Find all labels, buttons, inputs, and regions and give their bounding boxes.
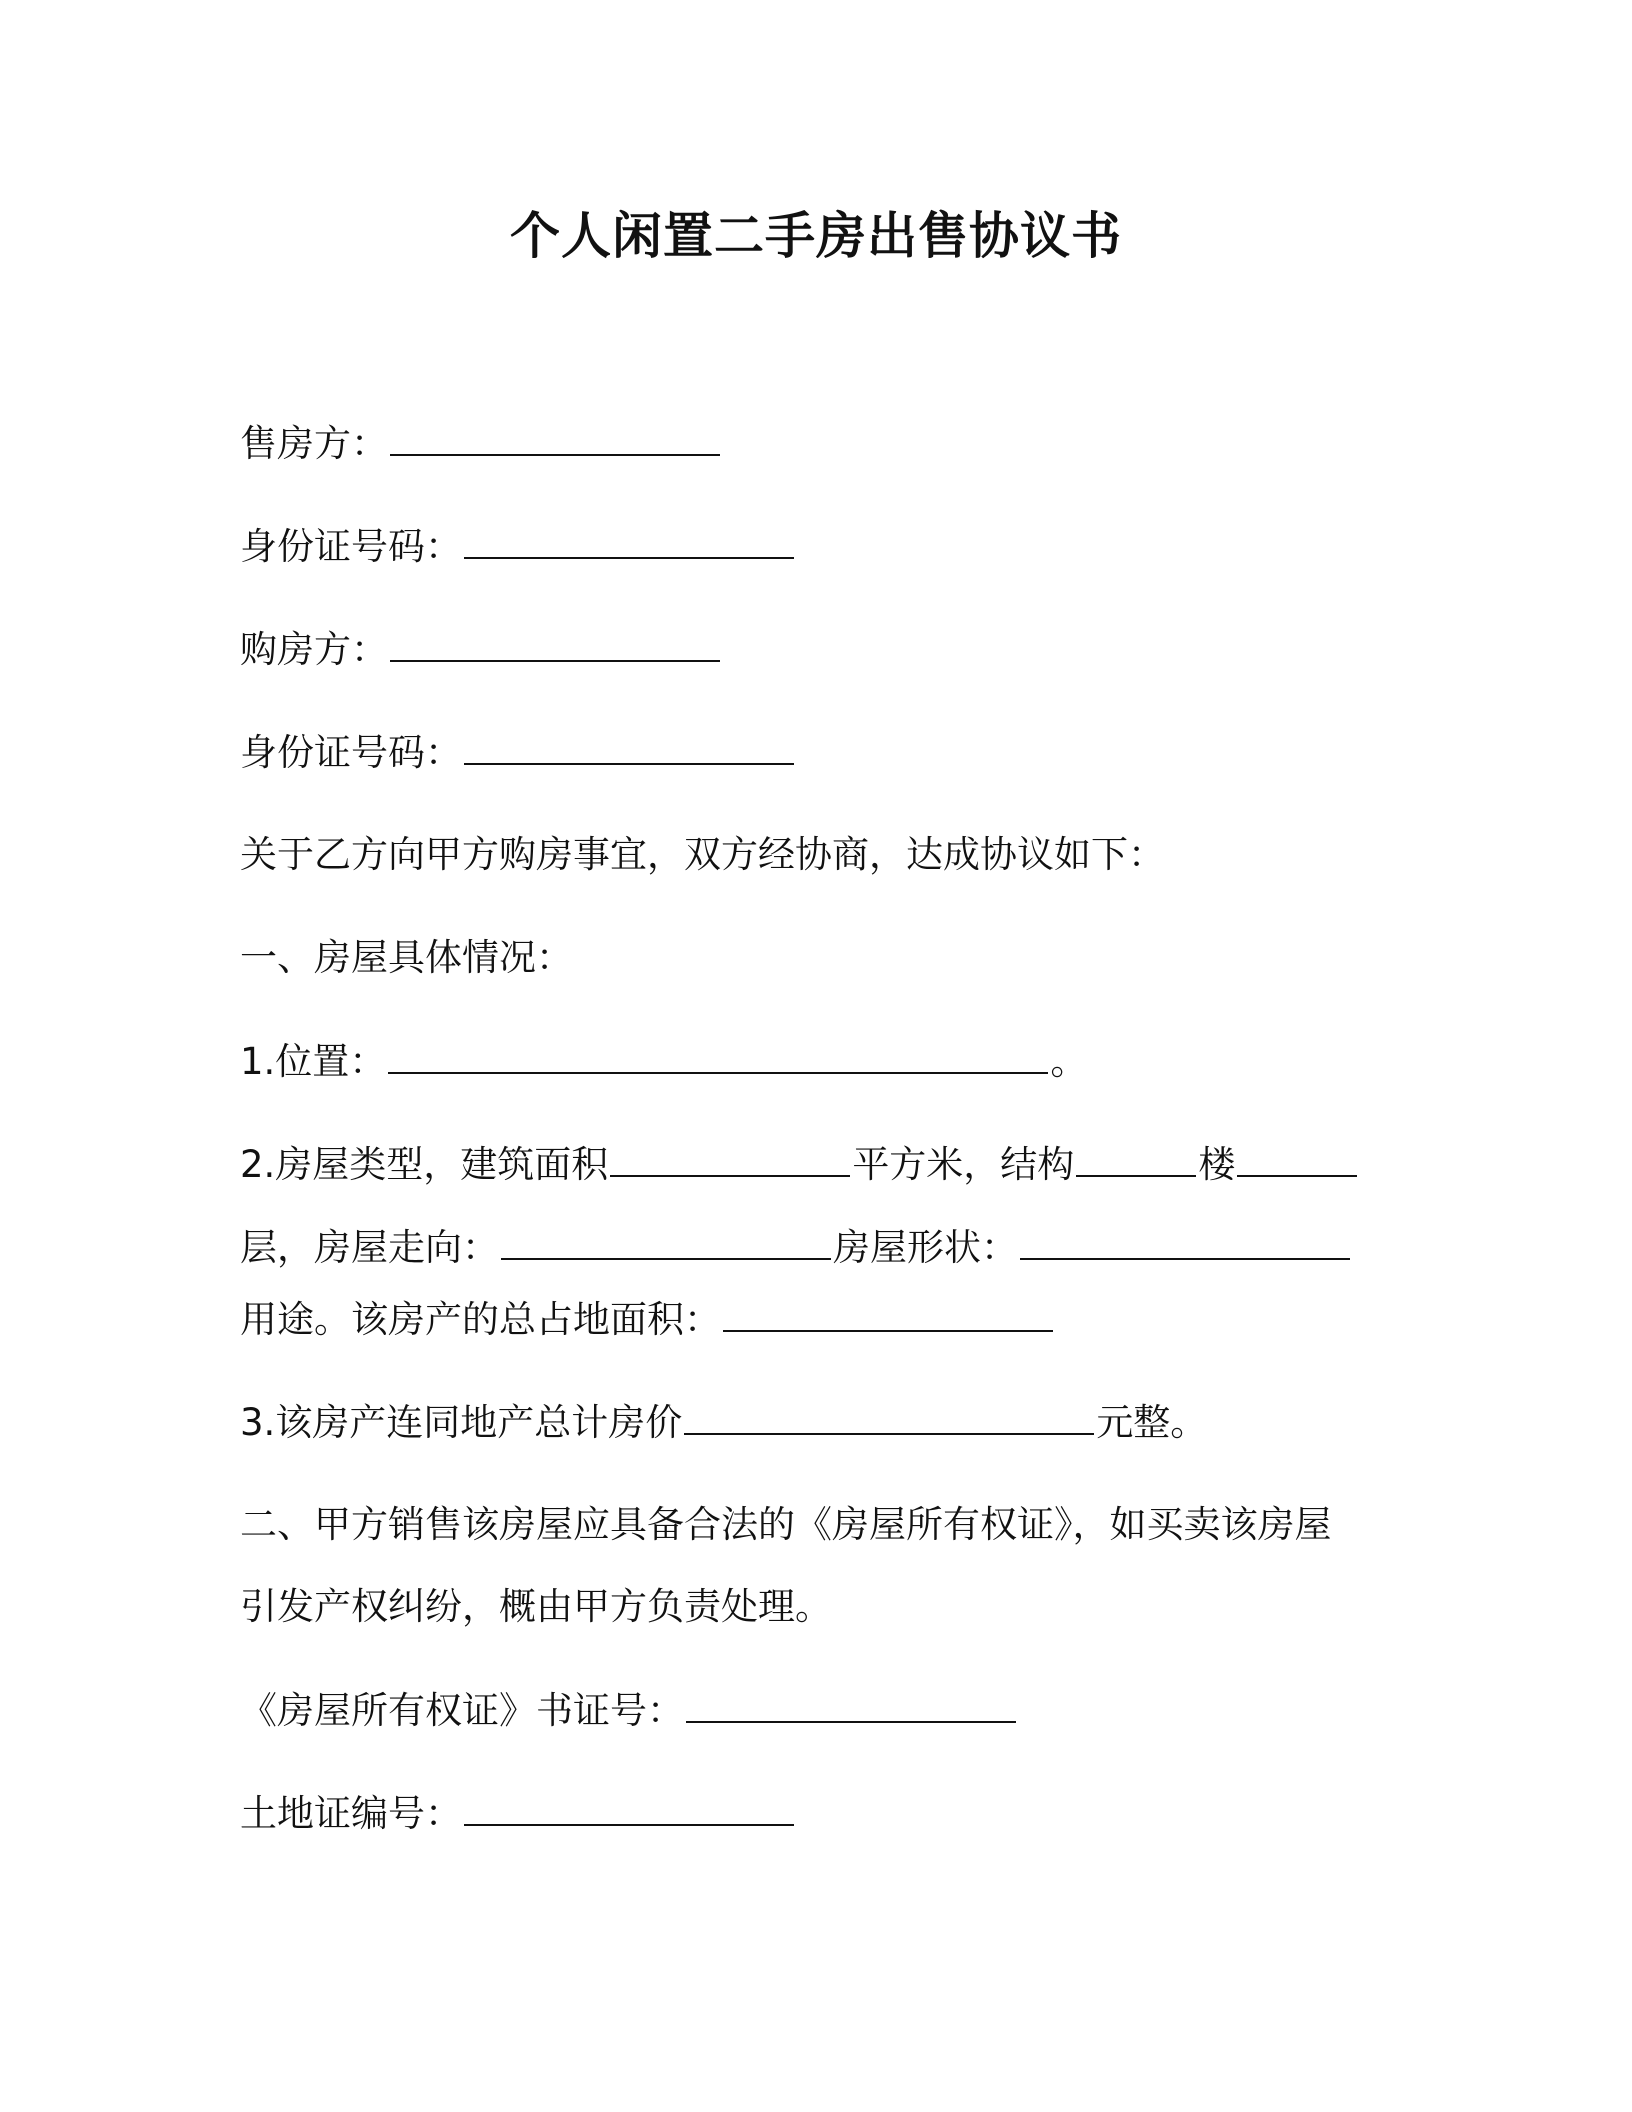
- item2-line3: [240, 1294, 1055, 1345]
- item2-label: 2.房屋类型，建筑面积: [240, 1143, 609, 1186]
- item2-line1: [240, 1139, 1359, 1190]
- item1-location-line: [240, 1036, 1087, 1087]
- land-cert-blank[interactable]: [464, 1788, 794, 1826]
- structure-blank[interactable]: [1076, 1139, 1196, 1177]
- seller-id-line: [240, 521, 796, 572]
- land-cert-label: 土地证编号：: [240, 1792, 462, 1835]
- floor-blank[interactable]: [1237, 1139, 1357, 1177]
- buyer-label: 购房方：: [240, 628, 388, 671]
- location-blank[interactable]: [388, 1036, 1048, 1074]
- cert-label: 《房屋所有权证》书证号：: [240, 1689, 684, 1732]
- cert-number-line: [240, 1685, 1018, 1736]
- price-blank[interactable]: [684, 1397, 1094, 1435]
- building-area-blank[interactable]: [610, 1139, 850, 1177]
- section2-line2: 引发产权纠纷，概由甲方负责处理。: [240, 1585, 832, 1628]
- item3-price-line: [240, 1397, 1207, 1448]
- item2-orientation-label: 层，房屋走向：: [240, 1226, 499, 1269]
- section2-line1: 二、甲方销售该房屋应具备合法的《房屋所有权证》，如买卖该房屋: [240, 1503, 1332, 1546]
- item3-suffix: 元整。: [1096, 1401, 1208, 1444]
- section1-heading: 一、房屋具体情况：: [240, 936, 573, 979]
- land-cert-line: [240, 1788, 796, 1839]
- cert-number-blank[interactable]: [686, 1685, 1016, 1723]
- seller-id-blank[interactable]: [464, 521, 794, 559]
- item1-suffix: 。: [1050, 1040, 1088, 1083]
- item2-line2: [240, 1222, 1352, 1273]
- orientation-blank[interactable]: [501, 1222, 831, 1260]
- shape-blank[interactable]: [1020, 1222, 1350, 1260]
- land-area-blank[interactable]: [723, 1294, 1053, 1332]
- item3-label: 3.该房产连同地产总计房价: [240, 1401, 683, 1444]
- item2-land-area-label: 用途。该房产的总占地面积：: [240, 1298, 721, 1341]
- item2-floor-label: 楼: [1198, 1143, 1236, 1186]
- buyer-id-label: 身份证号码：: [240, 731, 462, 774]
- item1-label: 1.位置：: [240, 1040, 387, 1083]
- seller-label: 售房方：: [240, 422, 388, 465]
- seller-id-label: 身份证号码：: [240, 525, 462, 568]
- item2-unit: 平方米，结构: [852, 1143, 1075, 1186]
- document-title: 个人闲置二手房出售协议书: [510, 207, 1122, 265]
- buyer-line: [240, 624, 722, 675]
- buyer-id-line: [240, 727, 796, 778]
- intro-paragraph: 关于乙方向甲方购房事宜，双方经协商，达成协议如下：: [240, 833, 1165, 876]
- buyer-id-blank[interactable]: [464, 727, 794, 765]
- buyer-blank[interactable]: [390, 624, 720, 662]
- seller-blank[interactable]: [390, 418, 720, 456]
- item2-shape-label: 房屋形状：: [833, 1226, 1018, 1269]
- seller-line: [240, 418, 722, 469]
